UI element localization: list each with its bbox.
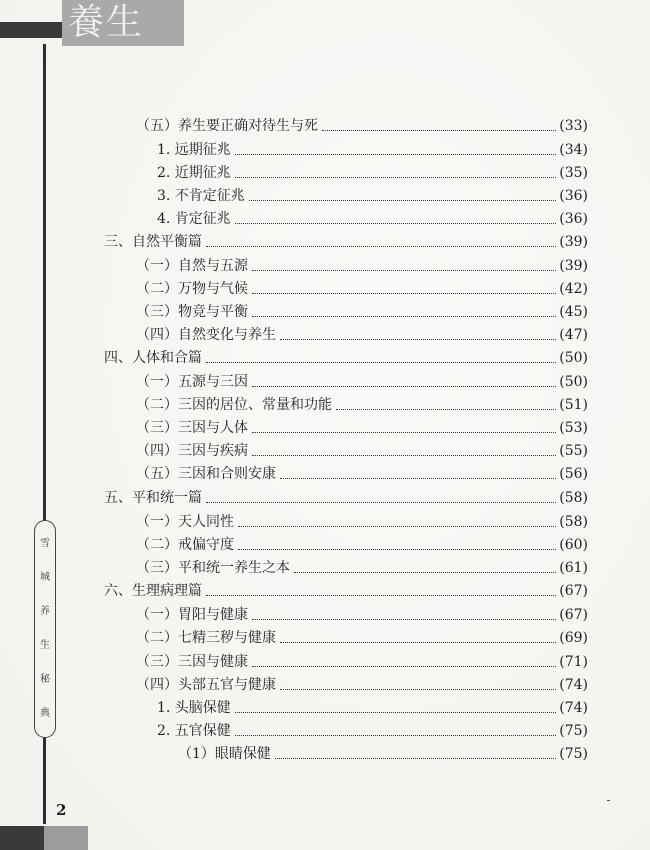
toc-entry-title: （五）养生要正确对待生与死: [136, 118, 318, 134]
toc-entry[interactable]: [104, 581, 588, 601]
toc-entry-page: (36): [559, 211, 588, 227]
toc-leader-dots: [322, 128, 556, 131]
toc-entry[interactable]: [104, 348, 588, 368]
toc-entry-page: (39): [559, 258, 588, 274]
toc-entry[interactable]: [136, 256, 588, 276]
toc-leader-dots: [252, 314, 556, 317]
side-title-char: 典: [40, 708, 50, 719]
toc-entry-page: (60): [559, 537, 588, 553]
toc-leader-dots: [238, 547, 556, 550]
toc-entry-title: （五）三因和合则安康: [136, 466, 276, 482]
toc-entry[interactable]: [136, 302, 588, 322]
toc-entry-title: （三）三因与人体: [136, 420, 248, 436]
toc-entry-page: (35): [559, 165, 588, 181]
toc-leader-dots: [252, 291, 556, 294]
side-title-char: 城: [40, 572, 50, 583]
toc-entry-page: (45): [559, 304, 588, 320]
header-logo-text: 養生: [68, 2, 145, 43]
toc-entry-title: 四、人体和合篇: [104, 350, 202, 366]
toc-entry[interactable]: [136, 372, 588, 392]
toc-entry-page: (58): [559, 514, 588, 530]
toc-leader-dots: [235, 733, 556, 736]
toc-leader-dots: [235, 710, 556, 713]
toc-entry-title: （二）三因的居位、常量和功能: [136, 397, 332, 413]
toc-entry[interactable]: [157, 721, 588, 741]
toc-entry-title: （二）七精三秽与健康: [136, 630, 276, 646]
toc-entry-page: (33): [559, 118, 588, 134]
toc-entry[interactable]: [136, 116, 588, 136]
toc-entry[interactable]: [136, 535, 588, 555]
toc-entry[interactable]: [157, 698, 588, 718]
toc-entry-title: 4. 肯定征兆: [157, 211, 231, 227]
toc-entry-title: （三）物竞与平衡: [136, 304, 248, 320]
toc-entry-page: (61): [559, 560, 588, 576]
toc-entry[interactable]: [136, 441, 588, 461]
toc-entry[interactable]: [136, 395, 588, 415]
side-title-char: 雪: [40, 538, 50, 549]
toc-entry[interactable]: [104, 232, 588, 252]
toc-entry-page: (50): [559, 374, 588, 390]
toc-entry-title: （一）天人同性: [136, 514, 234, 530]
toc-entry-title: 五、平和统一篇: [104, 490, 202, 506]
toc-entry[interactable]: [157, 140, 588, 160]
toc-entry-title: （二）万物与气候: [136, 281, 248, 297]
toc-leader-dots: [206, 360, 556, 363]
toc-entry[interactable]: [136, 605, 588, 625]
toc-leader-dots: [235, 175, 556, 178]
scan-speck: [607, 800, 610, 801]
toc-entry[interactable]: [136, 652, 588, 672]
toc-entry-page: (55): [559, 443, 588, 459]
toc-entry-page: (67): [559, 607, 588, 623]
toc-entry-title: （1）眼睛保健: [178, 746, 271, 762]
toc-entry-title: （四）头部五官与健康: [136, 677, 276, 693]
toc-entry-page: (51): [559, 397, 588, 413]
toc-leader-dots: [252, 664, 556, 667]
toc-leader-dots: [206, 593, 556, 596]
toc-leader-dots: [249, 198, 556, 201]
toc-entry-title: 1. 远期征兆: [157, 142, 231, 158]
toc-leader-dots: [252, 453, 556, 456]
toc-entry[interactable]: [178, 744, 588, 764]
toc-entry[interactable]: [136, 279, 588, 299]
toc-leader-dots: [252, 268, 556, 271]
toc-entry-title: （二）戒偏守度: [136, 537, 234, 553]
toc-entry-page: (58): [559, 490, 588, 506]
side-title-char: 生: [40, 640, 50, 651]
toc-entry-page: (34): [559, 142, 588, 158]
toc-leader-dots: [235, 221, 556, 224]
toc-entry-title: （一）胃阳与健康: [136, 607, 248, 623]
toc-entry-page: (53): [559, 420, 588, 436]
toc-entry-page: (36): [559, 188, 588, 204]
toc-entry[interactable]: [136, 325, 588, 345]
side-title-char: 秘: [40, 674, 50, 685]
toc-entry-title: （三）平和统一养生之本: [136, 560, 290, 576]
toc-entry-title: 1. 头脑保健: [157, 700, 231, 716]
toc-entry-title: （一）五源与三因: [136, 374, 248, 390]
toc-entry[interactable]: [104, 488, 588, 508]
toc-entry[interactable]: [136, 464, 588, 484]
toc-leader-dots: [280, 476, 556, 479]
toc-entry-page: (47): [559, 327, 588, 343]
toc-entry-title: （四）自然变化与养生: [136, 327, 276, 343]
toc-entry-page: (75): [559, 746, 588, 762]
toc-entry[interactable]: [157, 163, 588, 183]
toc-entry-title: 2. 五官保健: [157, 723, 231, 739]
toc-entry-page: (67): [559, 583, 588, 599]
toc-entry-title: （四）三因与疾病: [136, 443, 248, 459]
toc-entry-page: (74): [559, 677, 588, 693]
toc-leader-dots: [294, 570, 556, 573]
toc-entry-page: (42): [559, 281, 588, 297]
toc-leader-dots: [235, 152, 556, 155]
toc-entry[interactable]: [136, 675, 588, 695]
toc-leader-dots: [280, 687, 556, 690]
toc-entry-page: (69): [559, 630, 588, 646]
toc-leader-dots: [275, 756, 556, 759]
toc-entry-title: 3. 不肯定征兆: [157, 188, 245, 204]
toc-entry-page: (39): [559, 234, 588, 250]
toc-entry[interactable]: [157, 209, 588, 229]
toc-entry-title: （一）自然与五源: [136, 258, 248, 274]
toc-leader-dots: [280, 640, 556, 643]
toc-entry-title: （三）三因与健康: [136, 654, 248, 670]
toc-entry-title: 六、生理病理篇: [104, 583, 202, 599]
toc-leader-dots: [238, 524, 556, 527]
toc-entry-page: (50): [559, 350, 588, 366]
toc-entry-page: (75): [559, 723, 588, 739]
toc-leader-dots: [336, 407, 556, 410]
toc-leader-dots: [206, 244, 556, 247]
toc-leader-dots: [252, 430, 556, 433]
toc-entry[interactable]: [136, 628, 588, 648]
toc-entry[interactable]: [136, 418, 588, 438]
toc-leader-dots: [252, 384, 556, 387]
toc-entry[interactable]: [136, 558, 588, 578]
toc-entry-title: 2. 近期征兆: [157, 165, 231, 181]
toc-leader-dots: [206, 500, 556, 503]
toc-leader-dots: [252, 617, 556, 620]
toc-entry-title: 三、自然平衡篇: [104, 234, 202, 250]
toc-entry[interactable]: [136, 512, 588, 532]
toc-entry[interactable]: [157, 186, 588, 206]
toc-entry-page: (56): [559, 466, 588, 482]
side-title-char: 养: [40, 606, 50, 617]
toc-leader-dots: [280, 337, 556, 340]
page-number: 2: [56, 801, 67, 819]
toc-entry-page: (74): [559, 700, 588, 716]
toc-entry-page: (71): [559, 654, 588, 670]
